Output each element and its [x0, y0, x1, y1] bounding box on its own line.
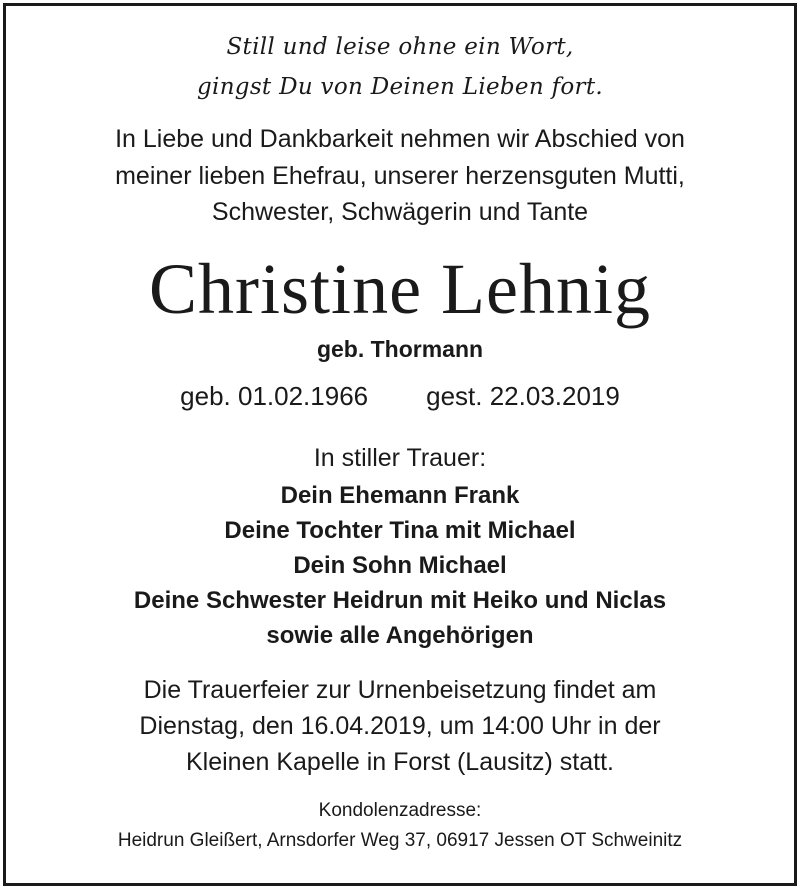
life-dates	[0, 381, 800, 412]
ceremony-line-2: Dienstag, den 16.04.2019, um 14:00 Uhr in der	[139, 712, 661, 740]
death-date: gest. 22.03.2019	[426, 381, 620, 411]
condolence-label: Kondolenzadresse:	[318, 800, 482, 821]
intro-line-2: meiner lieben Ehefrau, unserer herzensguten Mutti,	[115, 162, 685, 190]
birth-date: geb. 01.02.1966	[180, 381, 369, 411]
ceremony-line-1: Die Trauerfeier zur Urnenbeisetzung findet am	[143, 676, 657, 704]
mourner-5: sowie alle Angehörigen	[266, 622, 534, 649]
verse-line-1: Still und leise ohne ein Wort,	[226, 34, 574, 60]
intro-line-3: Schwester, Schwägerin und Tante	[211, 198, 589, 226]
maiden-name: geb. Thormann	[316, 336, 484, 362]
condolence-address: Heidrun Gleißert, Arnsdorfer Weg 37, 06917 Jessen OT Schweinitz	[117, 830, 683, 851]
mourner-2: Deine Tochter Tina mit Michael	[224, 517, 576, 544]
mourner-4: Deine Schwester Heidrun mit Heiko und Niclas	[133, 587, 667, 614]
ceremony-line-3: Kleinen Kapelle in Forst (Lausitz) statt.	[186, 748, 614, 776]
deceased-name: Christine Lehnig	[149, 249, 651, 329]
mourner-3: Dein Sohn Michael	[293, 552, 507, 579]
mourners-heading: In stiller Trauer:	[313, 444, 487, 472]
intro-line-1: In Liebe und Dankbarkeit nehmen wir Abschied von	[115, 125, 685, 153]
mourner-1: Dein Ehemann Frank	[280, 482, 520, 509]
verse-line-2: gingst Du von Deinen Lieben fort.	[197, 74, 603, 100]
